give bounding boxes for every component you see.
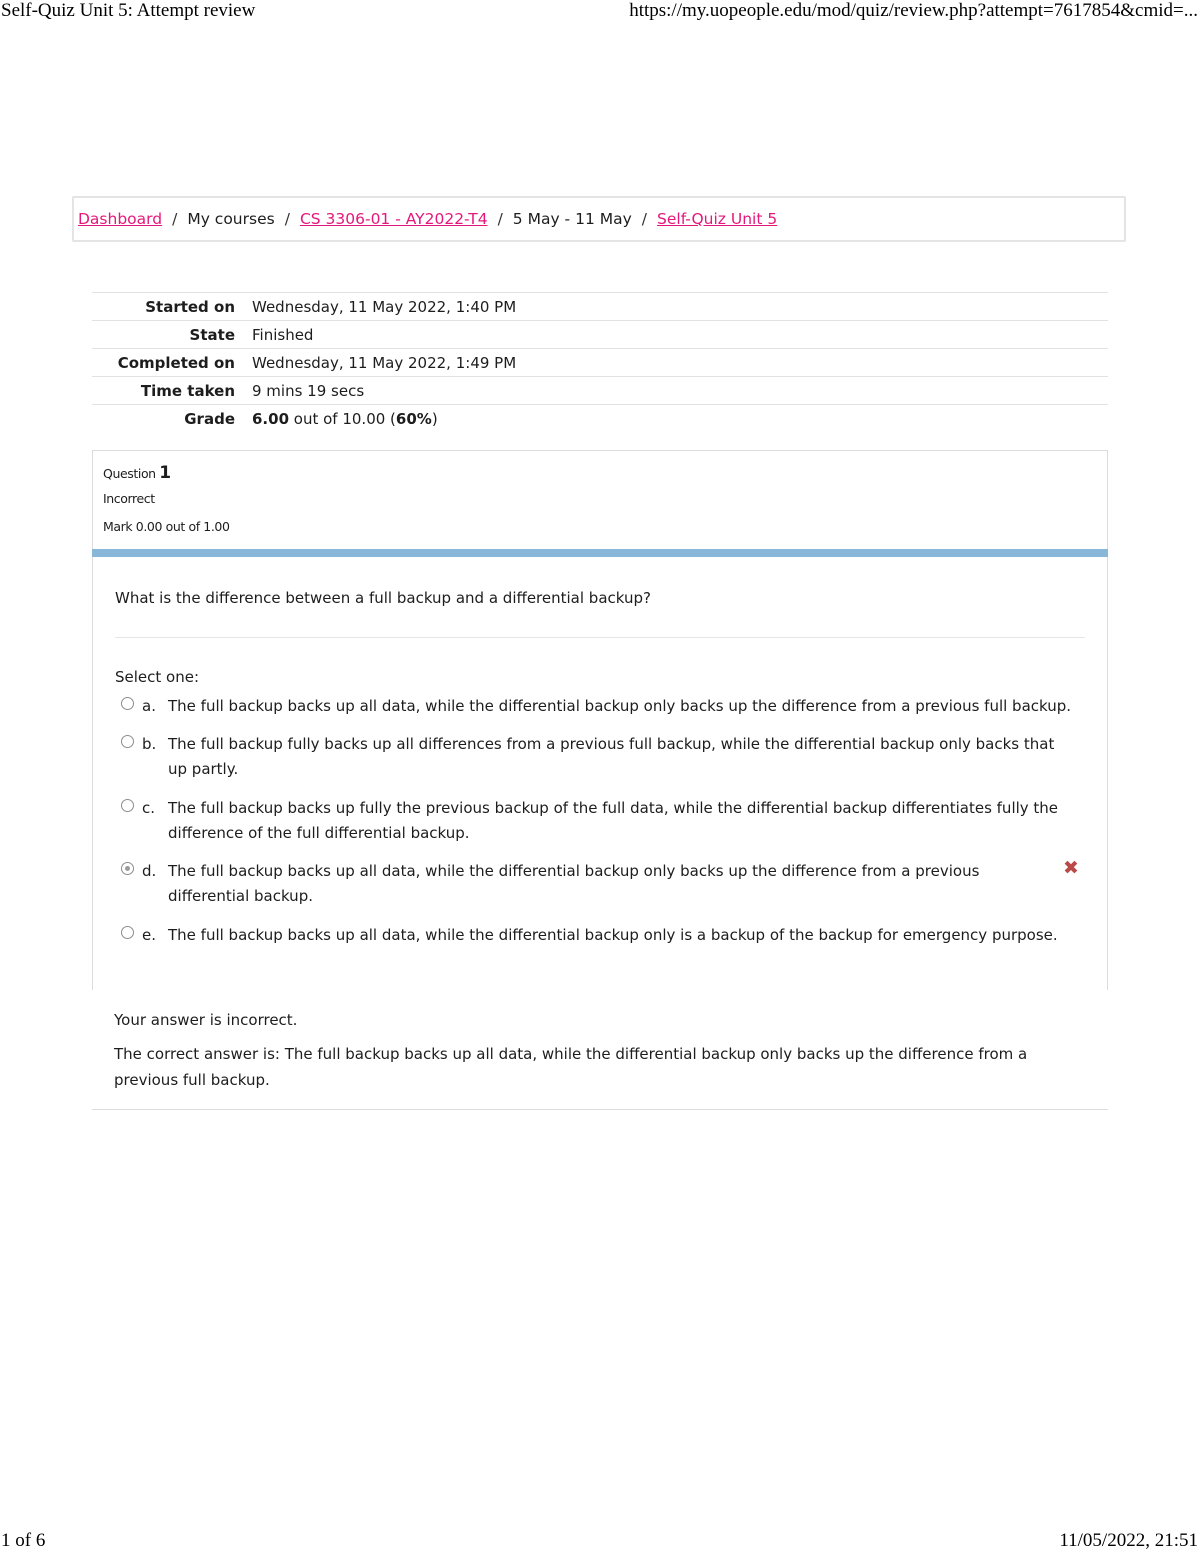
breadcrumb-my-courses: My courses — [187, 210, 275, 228]
grade-out-of: out of 10.00 ( — [289, 409, 396, 428]
question-bottom-divider — [92, 1109, 1108, 1110]
radio-button[interactable] — [121, 697, 134, 710]
question-label: Question — [103, 466, 156, 481]
option-text: The full backup fully backs up all differences from a previous full backup, while the differential backup only backs that up partly. — [168, 735, 1055, 778]
summary-row-started — [92, 293, 1108, 321]
summary-value: Wednesday, 11 May 2022, 1:49 PM — [252, 353, 517, 372]
option-letter: e. — [142, 926, 156, 944]
breadcrumb — [72, 196, 1126, 242]
summary-row-time-taken — [92, 377, 1108, 405]
option-letter: a. — [142, 697, 156, 715]
option-letter: b. — [142, 735, 157, 753]
question-formulation — [92, 557, 1108, 990]
print-footer — [0, 1530, 1200, 1554]
grade-value — [252, 410, 1108, 428]
correct-answer-text: The correct answer is: The full backup backs up all data, while the differential backup only backs up the difference from a previous full backup. — [114, 1045, 1028, 1089]
option-text: The full backup backs up fully the previous backup of the full data, while the differential backup differentiates fully the difference of the full differential backup. — [168, 799, 1059, 842]
answer-option-d[interactable] — [121, 859, 1101, 909]
grade-score: 6.00 — [252, 409, 290, 428]
breadcrumb-course-link[interactable]: CS 3306-01 - AY2022-T4 — [299, 210, 488, 228]
attempt-summary-table — [92, 292, 1108, 432]
question-feedback — [114, 1007, 1054, 1093]
summary-row-grade — [92, 405, 1108, 432]
breadcrumb-dashboard-link[interactable]: Dashboard — [78, 210, 163, 228]
option-text: The full backup backs up all data, while the differential backup only backs up the difference from a previous differential backup. — [168, 862, 980, 905]
breadcrumb-separator: / — [497, 210, 503, 228]
question-mark: Mark 0.00 out of 1.00 — [103, 519, 230, 534]
question-divider — [115, 637, 1085, 638]
summary-value: Finished — [252, 325, 314, 344]
question-info-box — [92, 450, 1108, 550]
radio-button[interactable] — [121, 926, 134, 939]
breadcrumb-separator: / — [641, 210, 648, 228]
answer-option-c[interactable] — [121, 796, 1101, 846]
summary-label: Grade — [184, 409, 235, 428]
print-page-url: https://my.uopeople.edu/mod/quiz/review.php?attempt=7617854&cmid=... — [629, 0, 1198, 21]
breadcrumb-separator: / — [284, 210, 290, 228]
summary-value: Wednesday, 11 May 2022, 1:40 PM — [252, 297, 517, 316]
option-text: The full backup backs up all data, while the differential backup only backs up the difference from a previous full backup. — [168, 697, 1072, 715]
grade-percent: 60% — [395, 409, 432, 428]
summary-label: Completed on — [117, 353, 235, 372]
summary-value: 9 mins 19 secs — [252, 381, 365, 400]
print-page-number: 1 of 6 — [1, 1530, 46, 1551]
radio-button[interactable] — [121, 799, 134, 812]
option-letter: c. — [142, 799, 156, 817]
grade-close: ) — [431, 409, 438, 428]
question-number — [103, 463, 1097, 491]
select-one-prompt: Select one: — [115, 668, 200, 686]
radio-button-selected[interactable] — [121, 862, 134, 875]
radio-button[interactable] — [121, 735, 134, 748]
option-text: The full backup backs up all data, while the differential backup only is a backup of the backup for emergency purpose. — [168, 926, 1058, 944]
summary-label: Time taken — [140, 381, 235, 400]
feedback-incorrect: Your answer is incorrect. — [114, 1011, 298, 1029]
print-datetime: 11/05/2022, 21:51 — [1059, 1530, 1198, 1551]
question-status: Incorrect — [103, 491, 155, 506]
summary-row-completed — [92, 349, 1108, 377]
summary-label: Started on — [145, 297, 235, 316]
breadcrumb-week: 5 May - 11 May — [512, 210, 632, 228]
answer-option-e[interactable] — [121, 923, 1101, 948]
breadcrumb-separator: / — [172, 210, 178, 228]
answer-option-a[interactable] — [121, 694, 1101, 719]
print-page-title: Self-Quiz Unit 5: Attempt review — [1, 0, 256, 21]
incorrect-icon: ✖ — [1063, 857, 1079, 879]
print-header — [0, 0, 1200, 26]
summary-row-state — [92, 321, 1108, 349]
question-text: What is the difference between a full backup and a differential backup? — [115, 589, 651, 607]
question-number-value: 1 — [159, 463, 172, 483]
question-content-bar — [92, 549, 1108, 557]
answer-option-b[interactable] — [121, 732, 1101, 782]
breadcrumb-quiz-link[interactable]: Self-Quiz Unit 5 — [657, 210, 778, 228]
summary-label: State — [189, 325, 235, 344]
option-letter: d. — [142, 862, 157, 880]
